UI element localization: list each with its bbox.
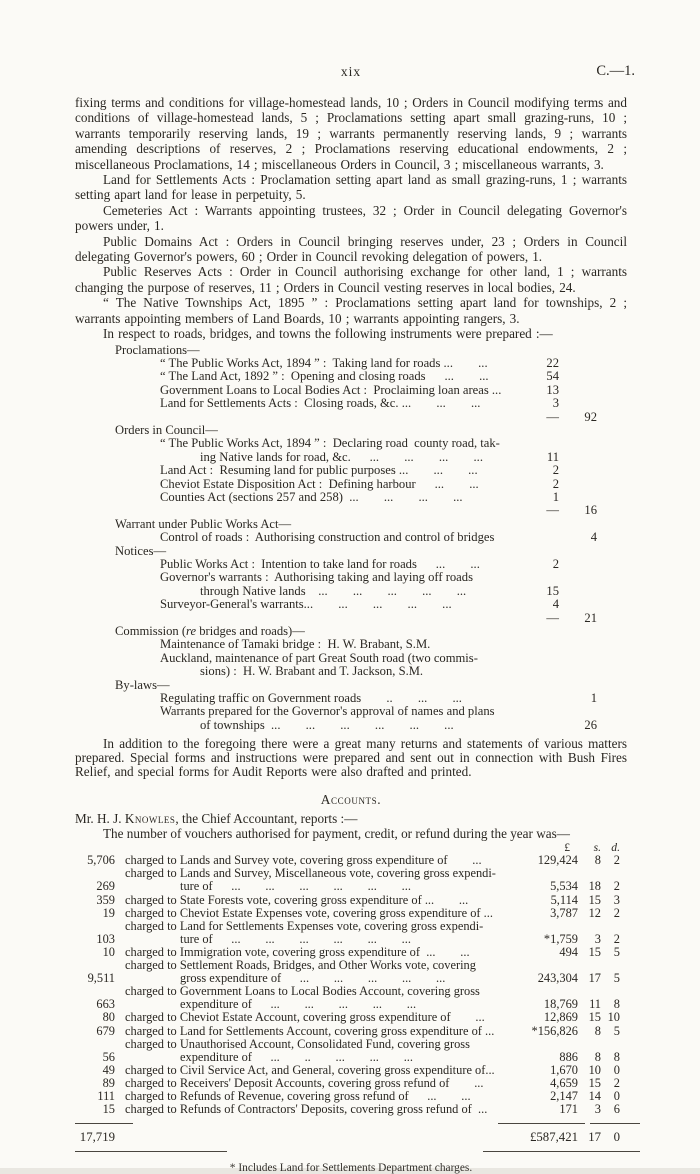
- instrument-count-value: —: [546, 409, 559, 424]
- amount-pence: 8: [613, 997, 620, 1012]
- amount-shillings: 3: [594, 931, 601, 946]
- text-line: charged to Lands and Survey, Miscellaneous vote, covering gross expendi-: [125, 866, 496, 881]
- instrument-group-heading: Warrant under Public Works Act—: [115, 516, 292, 531]
- amount-pounds: 4,659: [550, 1075, 578, 1090]
- account-description: [115, 985, 508, 1011]
- instrument-text: [75, 571, 529, 598]
- account-row: [75, 894, 627, 907]
- amount-shillings: 15: [588, 1010, 601, 1025]
- account-row: [75, 1064, 627, 1077]
- text-line: charged to Refunds of Contractors' Deposits, covering gross refund of ...: [125, 1102, 488, 1117]
- text-line: Control of roads : Authorising construction and control of bridges: [160, 530, 495, 545]
- account-row: [75, 1011, 627, 1024]
- text-line: charged to Refunds of Revenue, covering gross refund of ... ...: [125, 1088, 471, 1103]
- accounts-rows: [75, 854, 627, 1116]
- voucher-count: 10: [102, 944, 115, 959]
- amount-pence: 2: [613, 853, 620, 868]
- intro-paragraph: Cemeteries Act : Warrants appointing trustees, 32 ; Order in Council delegating Governor's powers under, 1.: [75, 202, 627, 234]
- text-line: Land Act : Resuming land for public purposes ... ... ...: [160, 463, 478, 478]
- total-pence: 0: [613, 1130, 620, 1145]
- text-line: through Native lands ... ... ... ... ...: [200, 583, 467, 598]
- total-shillings: 17: [588, 1130, 601, 1145]
- instrument-group-heading: [75, 625, 305, 638]
- instrument-group-heading: Proclamations—: [115, 342, 200, 357]
- amount-pence: 0: [613, 1088, 620, 1103]
- amount-shillings: 15: [588, 944, 601, 959]
- account-description: [115, 1038, 508, 1064]
- instrument-subtotal: [75, 411, 627, 424]
- instrument-group-heading: Orders in Council—: [115, 422, 218, 437]
- instrument-text: [75, 464, 529, 477]
- amount-pounds: 494: [559, 944, 578, 959]
- amount-shillings: 14: [588, 1088, 601, 1103]
- intro-paragraph: Public Reserves Acts : Order in Council authorising exchange for other land, 1 ; warrants changing the purpose of reserves, 11 ; Orders in Council vesting reserves in local bodies, 24.: [75, 264, 627, 295]
- amount-pounds: 1,670: [550, 1062, 578, 1077]
- instrument-item: [75, 598, 627, 611]
- voucher-count: 56: [102, 1049, 115, 1064]
- text-line: charged to Government Loans to Local Bodies Account, covering gross: [125, 984, 480, 999]
- amount-pence: 5: [613, 944, 620, 959]
- amount-pence: 3: [613, 892, 620, 907]
- total-values-row: [75, 1123, 627, 1144]
- text-line: expenditure of ... ... ... ... ...: [180, 997, 417, 1012]
- text-line: Public Works Act : Intention to take land for roads ... ...: [160, 557, 480, 571]
- account-row: [75, 1103, 627, 1116]
- text-line: Maintenance of Tamaki bridge : H. W. Brabant, S.M.: [160, 637, 431, 652]
- text-line: Government Loans to Local Bodies Act : Proclaiming loan areas ...: [160, 382, 502, 397]
- instrument-text: [75, 478, 529, 491]
- account-description: [115, 920, 508, 946]
- text-line: charged to Receivers' Deposit Accounts, covering gross refund of ...: [125, 1075, 484, 1090]
- text-line: “ The Land Act, 1892 ” : Opening and closing roads ... ...: [160, 369, 489, 384]
- instrument-item: [75, 397, 627, 410]
- amount-pence: 5: [613, 1023, 620, 1038]
- reporter-line: [75, 811, 627, 826]
- text-line: “ The Public Works Act, 1894 ” : Declaring road county road, tak-: [160, 436, 500, 451]
- closing-paragraph: In addition to the foregoing there were a great many returns and statements of various matters prepared. Special forms and instructions were prepared and sent out in connection with Bush Fires Relief, and special forms for Audit Reports were also drafted and printed.: [75, 736, 627, 780]
- amount-shillings: 18: [588, 879, 601, 894]
- amount-shillings: 11: [589, 997, 601, 1012]
- account-row: [75, 1038, 627, 1064]
- instrument-count-value: 2: [552, 476, 559, 491]
- text-line: charged to Lands and Survey vote, covering gross expenditure of ...: [125, 853, 482, 868]
- account-description: [115, 1064, 508, 1077]
- closing-section: [75, 737, 627, 779]
- account-description: [115, 959, 508, 985]
- voucher-count: 15: [102, 1102, 115, 1117]
- instrument-count-value: 11: [546, 449, 559, 464]
- amount-pence: 10: [607, 1010, 620, 1025]
- amount-pence: 0: [613, 1062, 620, 1077]
- account-row: [75, 1025, 627, 1038]
- instrument-count-value: —: [546, 610, 559, 625]
- instrument-text: [75, 437, 529, 464]
- voucher-count: 49: [102, 1062, 115, 1077]
- instrument-text: [75, 638, 529, 651]
- amount-shillings: 3: [594, 1102, 601, 1117]
- account-description: [115, 907, 508, 920]
- total-pounds: £587,421: [530, 1130, 578, 1145]
- account-description: [115, 1025, 508, 1038]
- voucher-count: 111: [97, 1088, 115, 1103]
- amount-pounds: 243,304: [537, 971, 578, 986]
- instrument-text: [75, 652, 529, 679]
- total-rule-right-top-2: [590, 1123, 640, 1124]
- heading-part: Commission (: [115, 624, 187, 639]
- instrument-heading: [75, 518, 627, 531]
- instrument-text: [75, 558, 529, 571]
- amount-shillings: 15: [588, 892, 601, 907]
- document-reference: C.—1.: [596, 63, 635, 79]
- page-content: [75, 63, 635, 1174]
- instrument-subtotal: [75, 504, 627, 517]
- instrument-item: [75, 692, 627, 705]
- text-line: Counties Act (sections 257 and 258) ... ... ... ...: [160, 489, 463, 504]
- text-line: ture of ... ... ... ... ... ...: [180, 931, 411, 946]
- intro-paragraph: fixing terms and conditions for village-homestead lands, 10 ; Orders in Council modifying terms and conditions of village-homestead lands, 5 ; Proclamations setting apart small grazing-runs, 10 ; warrants temporarily reserving lands, 19 ; warrants permanently reserving lands, 9 ; warrants amending descriptions of reserves, 2 ; Proclamations reserving educational endowments, 2 ; miscellaneous Proclamations, 14 ; miscellaneous Orders in Council, 3 ; miscellaneous warrants, 3.: [75, 95, 627, 172]
- text-line: “ The Public Works Act, 1894 ” : Taking land for roads ... ...: [160, 355, 488, 370]
- total-voucher-count: 17,719: [79, 1130, 115, 1145]
- instrument-count-value: 3: [552, 396, 559, 411]
- text-line: charged to State Forests vote, covering gross expenditure of ... ...: [125, 892, 469, 907]
- text-line: Auckland, maintenance of part Great South road (two commis-: [160, 650, 478, 665]
- account-description: [115, 1077, 508, 1090]
- instrument-count-value: 13: [546, 382, 559, 397]
- reporter-name: Knowles: [124, 811, 176, 827]
- instrument-group-heading: Notices—: [115, 543, 167, 558]
- instrument-item: [75, 571, 627, 598]
- amount-pence: 2: [613, 905, 620, 920]
- voucher-count: 19: [102, 905, 115, 920]
- instrument-subtotal-value: 26: [584, 717, 597, 732]
- amount-shillings: 12: [588, 905, 601, 920]
- instrument-count-value: 1: [552, 489, 559, 504]
- instrument-count-value: 2: [552, 557, 559, 571]
- instrument-text: [75, 598, 529, 611]
- voucher-count: 359: [96, 892, 115, 907]
- intro-paragraph: In respect to roads, bridges, and towns the following instruments were prepared :—: [103, 326, 553, 342]
- amount-pounds: *156,826: [531, 1023, 578, 1038]
- instrument-count-value: 22: [546, 355, 559, 370]
- instrument-heading: [75, 424, 627, 437]
- voucher-count: 80: [102, 1010, 115, 1025]
- instrument-item: [75, 464, 627, 477]
- instruments-list: [75, 344, 627, 733]
- voucher-count: 663: [96, 997, 115, 1012]
- instrument-text: [75, 491, 529, 504]
- amount-pence: 6: [613, 1102, 620, 1117]
- amount-shillings: 8: [594, 853, 601, 868]
- text-line: ture of ... ... ... ... ... ...: [180, 879, 411, 894]
- reporter-prefix: Mr. H. J.: [75, 811, 125, 827]
- text-line: charged to Land for Settlements Account, covering gross expenditure of ...: [125, 1023, 495, 1038]
- instrument-text: [75, 397, 529, 410]
- text-line: sions) : H. W. Brabant and T. Jackson, S.M.: [200, 664, 424, 679]
- reporter-suffix: , the Chief Accountant, reports :—: [175, 811, 358, 827]
- total-rule-left-top: [75, 1123, 133, 1124]
- instrument-subtotal-value: 16: [584, 503, 597, 518]
- instrument-subtotal: [75, 612, 627, 625]
- page-number: xix: [340, 64, 362, 79]
- page-header: [75, 63, 635, 81]
- amount-pounds: 5,114: [550, 892, 578, 907]
- amount-pence: 2: [613, 931, 620, 946]
- text-line: charged to Cheviot Estate Expenses vote, covering gross expenditure of ...: [125, 905, 493, 920]
- amount-shillings: 8: [594, 1023, 601, 1038]
- instrument-count-value: 2: [552, 463, 559, 478]
- voucher-count: 679: [96, 1023, 115, 1038]
- instrument-item: [75, 531, 627, 544]
- instrument-group-heading: By-laws—: [115, 677, 170, 692]
- voucher-count: 103: [96, 931, 115, 946]
- instrument-item: [75, 478, 627, 491]
- instrument-subtotal-value: 92: [584, 409, 597, 424]
- instrument-item: [75, 384, 627, 397]
- instrument-subtotal-value: 1: [590, 691, 597, 706]
- instrument-item: [75, 652, 627, 679]
- amount-pounds: *1,759: [543, 931, 578, 946]
- instrument-heading: [75, 344, 627, 357]
- pence-column-header: d.: [611, 841, 620, 855]
- instrument-subtotal-value: 4: [590, 530, 597, 545]
- instrument-item: [75, 558, 627, 571]
- account-row: [75, 985, 627, 1011]
- instrument-count-value: 54: [546, 369, 559, 384]
- text-line: charged to Settlement Roads, Bridges, and Other Works vote, covering: [125, 958, 476, 973]
- instrument-item: [75, 705, 627, 732]
- instrument-item: [75, 491, 627, 504]
- amount-pounds: 129,424: [537, 853, 578, 868]
- amount-shillings: 17: [588, 971, 601, 986]
- text-line: Surveyor-General's warrants... ... ... ... ...: [160, 597, 452, 612]
- amount-pence: 8: [613, 1049, 620, 1064]
- text-line: charged to Land for Settlements Expenses vote, covering gross expendi-: [125, 918, 484, 933]
- instrument-text: [75, 384, 529, 397]
- account-row: [75, 920, 627, 946]
- text-line: gross expenditure of ... ... ... ... ...: [180, 971, 446, 986]
- account-row: [75, 907, 627, 920]
- instrument-item: [75, 357, 627, 370]
- amount-shillings: 15: [588, 1075, 601, 1090]
- amount-pounds: 3,787: [550, 905, 578, 920]
- text-line: ing Native lands for road, &c. ... ... ... ...: [200, 449, 483, 464]
- voucher-count: 269: [96, 879, 115, 894]
- heading-part: re: [186, 624, 197, 639]
- amount-pounds: 5,534: [550, 879, 578, 894]
- voucher-count: 5,706: [87, 853, 115, 868]
- accounts-heading: Accounts.: [320, 792, 382, 808]
- amount-pence: 5: [613, 971, 620, 986]
- text-line: Cheviot Estate Disposition Act : Defining harbour ... ...: [160, 476, 479, 491]
- instrument-heading: [75, 679, 627, 692]
- voucher-count: 9,511: [87, 971, 115, 986]
- intro-paragraph: Land for Settlements Acts : Proclamation setting apart land as small grazing-runs, 1 ; warrants setting apart land for lease in perpetuity, 5.: [75, 172, 627, 203]
- text-line: of townships ... ... ... ... ... ...: [200, 717, 454, 732]
- accounts-section: [75, 792, 627, 1174]
- amount-pence: 2: [613, 879, 620, 894]
- instrument-count-value: 15: [546, 583, 559, 598]
- text-line: charged to Unauthorised Account, Consolidated Fund, covering gross: [125, 1036, 470, 1051]
- instrument-heading: [75, 545, 627, 558]
- text-line: charged to Immigration vote, covering gross expenditure of ... ...: [125, 944, 470, 959]
- amount-pounds: 2,147: [550, 1088, 578, 1103]
- instrument-count-value: 4: [552, 597, 559, 612]
- intro-paragraph: “ The Native Townships Act, 1895 ” : Proclamations setting apart land for townships, 2 ; warrants appointing members of Land Boards, 10 ; warrants appointing rangers, 3.: [75, 295, 627, 326]
- account-description: [115, 867, 508, 893]
- amount-pounds: 171: [559, 1102, 578, 1117]
- text-line: Warrants prepared for the Governor's approval of names and plans: [160, 704, 495, 719]
- amount-pounds: 886: [559, 1049, 578, 1064]
- account-description: [115, 1103, 508, 1116]
- total-rule-right-top-1: [498, 1123, 585, 1124]
- total-rule-left-bottom: [75, 1151, 227, 1152]
- instrument-count-value: —: [546, 503, 559, 518]
- voucher-count: 89: [102, 1075, 115, 1090]
- footnote: * Includes Land for Settlements Department charges.: [229, 1162, 473, 1174]
- instrument-heading: [75, 625, 627, 638]
- account-row: [75, 959, 627, 985]
- instrument-item: [75, 370, 627, 383]
- heading-part: bridges and roads)—: [196, 624, 305, 639]
- text-line: Governor's warrants : Authorising taking and laying off roads: [160, 570, 473, 585]
- instrument-subtotal-value: 21: [584, 610, 597, 625]
- amount-pence: 2: [613, 1075, 620, 1090]
- text-line: charged to Cheviot Estate Account, covering gross expenditure of ...: [125, 1010, 485, 1025]
- intro-paragraphs: [75, 95, 627, 342]
- accounts-intro: The number of vouchers authorised for payment, credit, or refund during the year was—: [103, 826, 570, 842]
- instrument-item: [75, 638, 627, 651]
- instrument-text: [75, 705, 529, 732]
- instrument-text: [75, 370, 529, 383]
- amount-shillings: 8: [594, 1049, 601, 1064]
- instrument-text: [75, 692, 529, 705]
- account-row: [75, 1077, 627, 1090]
- amount-shillings: 10: [588, 1062, 601, 1077]
- text-line: expenditure of ... .. ... ... ...: [180, 1049, 413, 1064]
- amount-pounds: 18,769: [543, 997, 578, 1012]
- instrument-text: [75, 531, 529, 544]
- account-row: [75, 867, 627, 893]
- total-rule-right-bottom: [483, 1151, 640, 1152]
- pounds-column-header: £: [564, 841, 570, 855]
- intro-paragraph: Public Domains Act : Orders in Council bringing reserves under, 23 ; Orders in Council delegating Governor's powers, 60 ; Order in Council revoking delegation of powers, 1.: [75, 233, 627, 265]
- instrument-item: [75, 437, 627, 464]
- amount-pounds: 12,869: [543, 1010, 578, 1025]
- text-line: Land for Settlements Acts : Closing roads, &c. ... ... ...: [160, 396, 481, 411]
- account-description: [115, 1011, 508, 1024]
- shillings-column-header: s.: [593, 841, 601, 855]
- text-line: Regulating traffic on Government roads .. ... ...: [160, 691, 462, 706]
- text-line: charged to Civil Service Act, and General, covering gross expenditure of...: [125, 1062, 495, 1077]
- accounts-total-row: [75, 1123, 627, 1153]
- instrument-text: [75, 357, 529, 370]
- account-description: [115, 894, 508, 907]
